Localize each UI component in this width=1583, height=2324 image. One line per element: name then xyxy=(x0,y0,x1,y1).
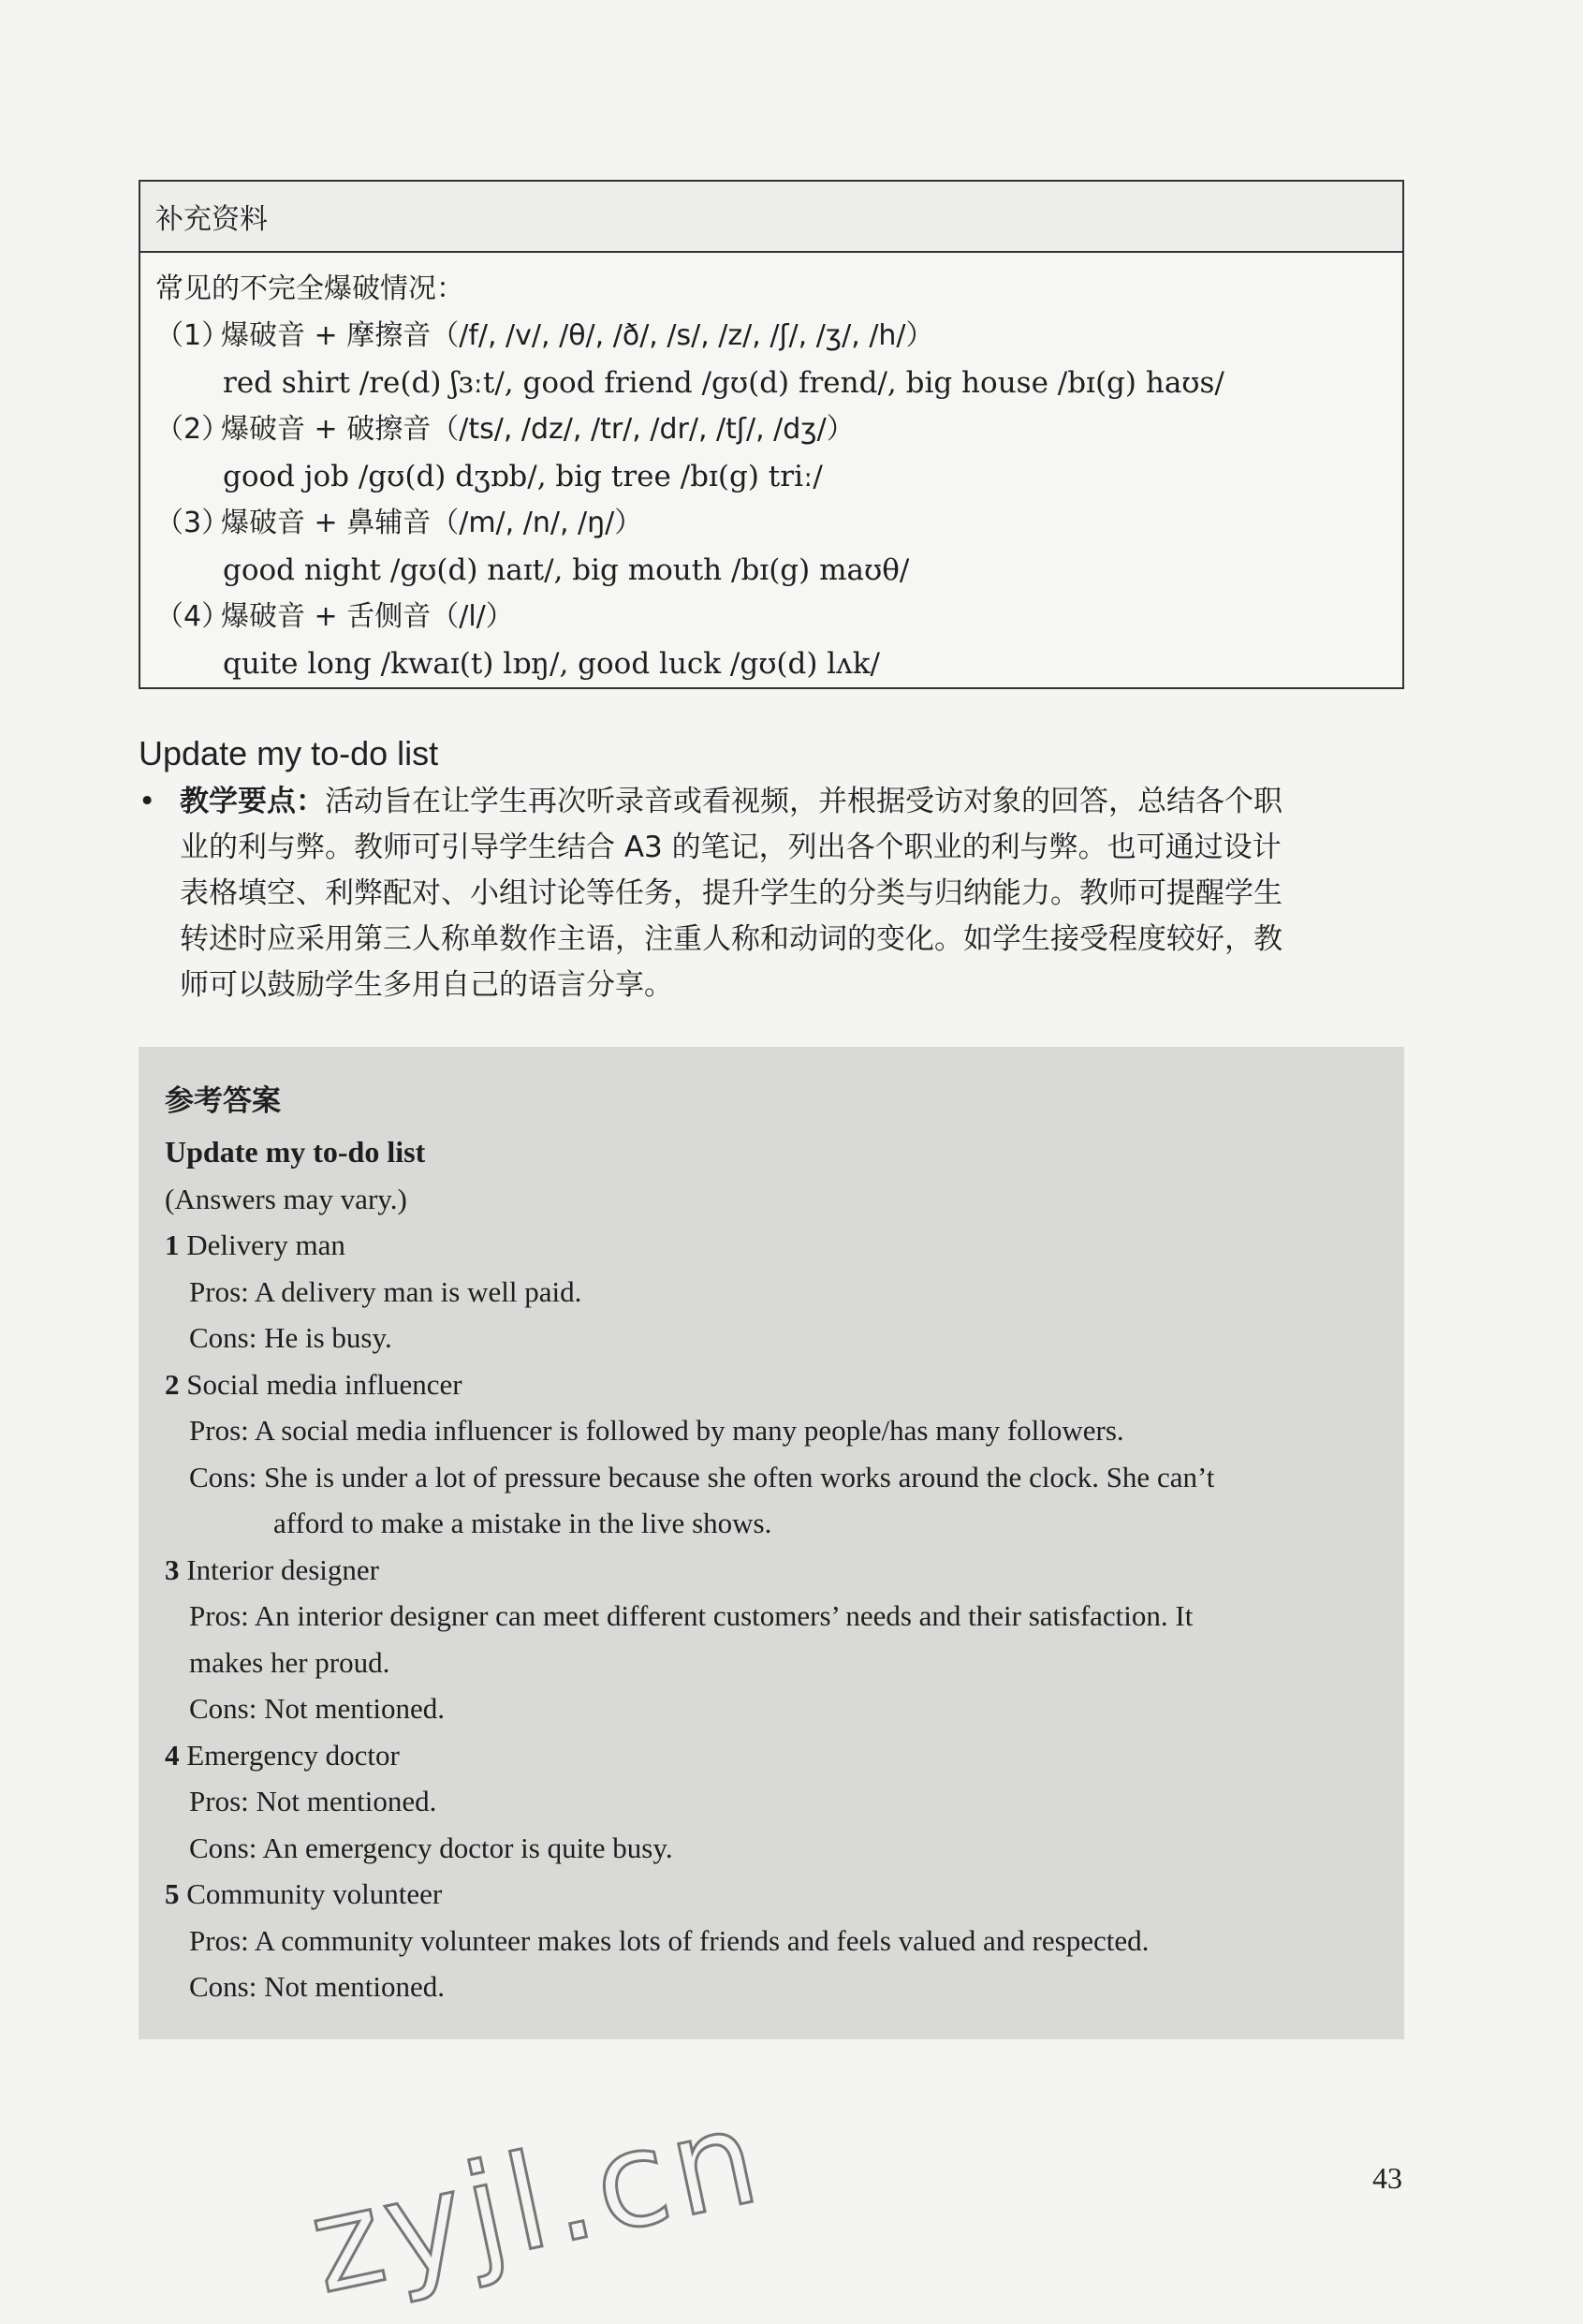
teaching-text: 活动旨在让学生再次听录音或看视频，并根据受访对象的回答，总结各个职 xyxy=(325,785,1283,818)
teaching-line: 转述时应采用第三人称单数作主语，注重人称和动词的变化。如学生接受程度较好，教 xyxy=(180,922,1283,956)
cons-line: Cons: He is busy. xyxy=(189,1321,392,1354)
case-label: 爆破音 + 摩擦音（/f/, /v/, /θ/, /ð/, /s/, /z/, /ʃ/, /ʒ/, /h/） xyxy=(221,319,934,352)
answer-content xyxy=(165,1129,1382,2010)
pros-line: Pros: A social media influencer is followed by many people/has many followers. xyxy=(189,1414,1124,1447)
item-title: Community volunteer xyxy=(186,1877,443,1910)
pros-line: Pros: A delivery man is well paid. xyxy=(189,1274,582,1308)
supplement-case xyxy=(155,313,1387,360)
bullet: • xyxy=(139,785,156,818)
case-number: （1） xyxy=(155,319,230,352)
answer-item-title xyxy=(165,1732,1382,1779)
teaching-points xyxy=(139,779,1408,1008)
cons-line: Cons: Not mentioned. xyxy=(189,1970,445,2003)
answer-item-title xyxy=(165,1871,1382,1918)
cons-line: Cons: Not mentioned. xyxy=(189,1692,445,1725)
answer-item-title xyxy=(165,1222,1382,1269)
item-number: 3 xyxy=(165,1552,180,1586)
item-number: 5 xyxy=(165,1877,180,1910)
case-example: good night /gʊ(d) naɪt/, big mouth /bɪ(g) maʊθ/ xyxy=(223,553,910,587)
item-number: 2 xyxy=(165,1367,180,1401)
answer-note: (Answers may vary.) xyxy=(165,1182,407,1215)
case-example: good job /gʊ(d) dʒɒb/, big tree /bɪ(g) triː/ xyxy=(223,460,823,493)
page-number: 43 xyxy=(1372,2161,1402,2195)
case-label: 爆破音 + 破擦音（/ts/, /dz/, /tr/, /dr/, /tʃ/, /dʒ/） xyxy=(221,413,855,446)
supplement-case xyxy=(155,594,1387,640)
supplement-case xyxy=(155,406,1387,453)
answer-item-title xyxy=(165,1547,1382,1594)
case-example: red shirt /re(d) ʃɜːt/, good friend /gʊ(d) frend/, big house /bɪ(g) haʊs/ xyxy=(223,366,1224,400)
pros-line: Pros: Not mentioned. xyxy=(189,1785,437,1817)
case-number: （4） xyxy=(155,600,230,633)
answer-header: 参考答案 xyxy=(165,1084,281,1118)
watermark-logo: zyjl.cn xyxy=(298,2080,775,2324)
pros-line: Pros: An interior designer can meet different customers’ needs and their satisfaction. It xyxy=(189,1599,1194,1632)
cons-line: Cons: She is under a lot of pressure because she often works around the clock. She can’t xyxy=(189,1460,1215,1493)
supplement-header: 补充资料 xyxy=(140,182,1402,253)
item-number: 1 xyxy=(165,1228,180,1261)
teaching-lead: 教学要点： xyxy=(180,785,325,818)
item-title: Delivery man xyxy=(186,1228,345,1261)
teaching-line: 表格填空、利弊配对、小组讨论等任务，提升学生的分类与归纳能力。教师可提醒学生 xyxy=(180,876,1283,910)
case-number: （3） xyxy=(155,507,230,539)
case-number: （2） xyxy=(155,413,230,446)
teaching-line: 师可以鼓励学生多用自己的语言分享。 xyxy=(180,968,673,1002)
supplement-box xyxy=(139,180,1404,689)
supplement-case xyxy=(155,500,1387,547)
cons-line: afford to make a mistake in the live shows. xyxy=(273,1507,772,1539)
pros-line: makes her proud. xyxy=(189,1645,390,1679)
answer-box xyxy=(139,1047,1404,2039)
item-title: Emergency doctor xyxy=(186,1738,400,1772)
section-title: Update my to-do list xyxy=(139,734,439,772)
cons-line: Cons: An emergency doctor is quite busy. xyxy=(189,1831,673,1864)
supplement-body xyxy=(140,253,1402,687)
answer-item-title xyxy=(165,1361,1382,1408)
case-example: quite long /kwaɪ(t) lɒŋ/, good luck /gʊ(d) lʌk/ xyxy=(223,647,880,681)
item-title: Interior designer xyxy=(186,1552,379,1586)
supplement-intro: 常见的不完全爆破情况： xyxy=(155,272,464,305)
case-label: 爆破音 + 鼻辅音（/m/, /n/, /ŋ/） xyxy=(221,507,643,539)
item-number: 4 xyxy=(165,1738,180,1772)
answer-subtitle: Update my to-do list xyxy=(165,1135,426,1169)
case-label: 爆破音 + 舌侧音（/l/） xyxy=(221,600,514,633)
pros-line: Pros: A community volunteer makes lots of friends and feels valued and respected. xyxy=(189,1923,1150,1957)
item-title: Social media influencer xyxy=(186,1367,462,1401)
teaching-line: 业的利与弊。教师可引导学生结合 A3 的笔记，列出各个职业的利与弊。也可通过设计 xyxy=(180,831,1282,864)
teaching-line xyxy=(180,779,1408,825)
